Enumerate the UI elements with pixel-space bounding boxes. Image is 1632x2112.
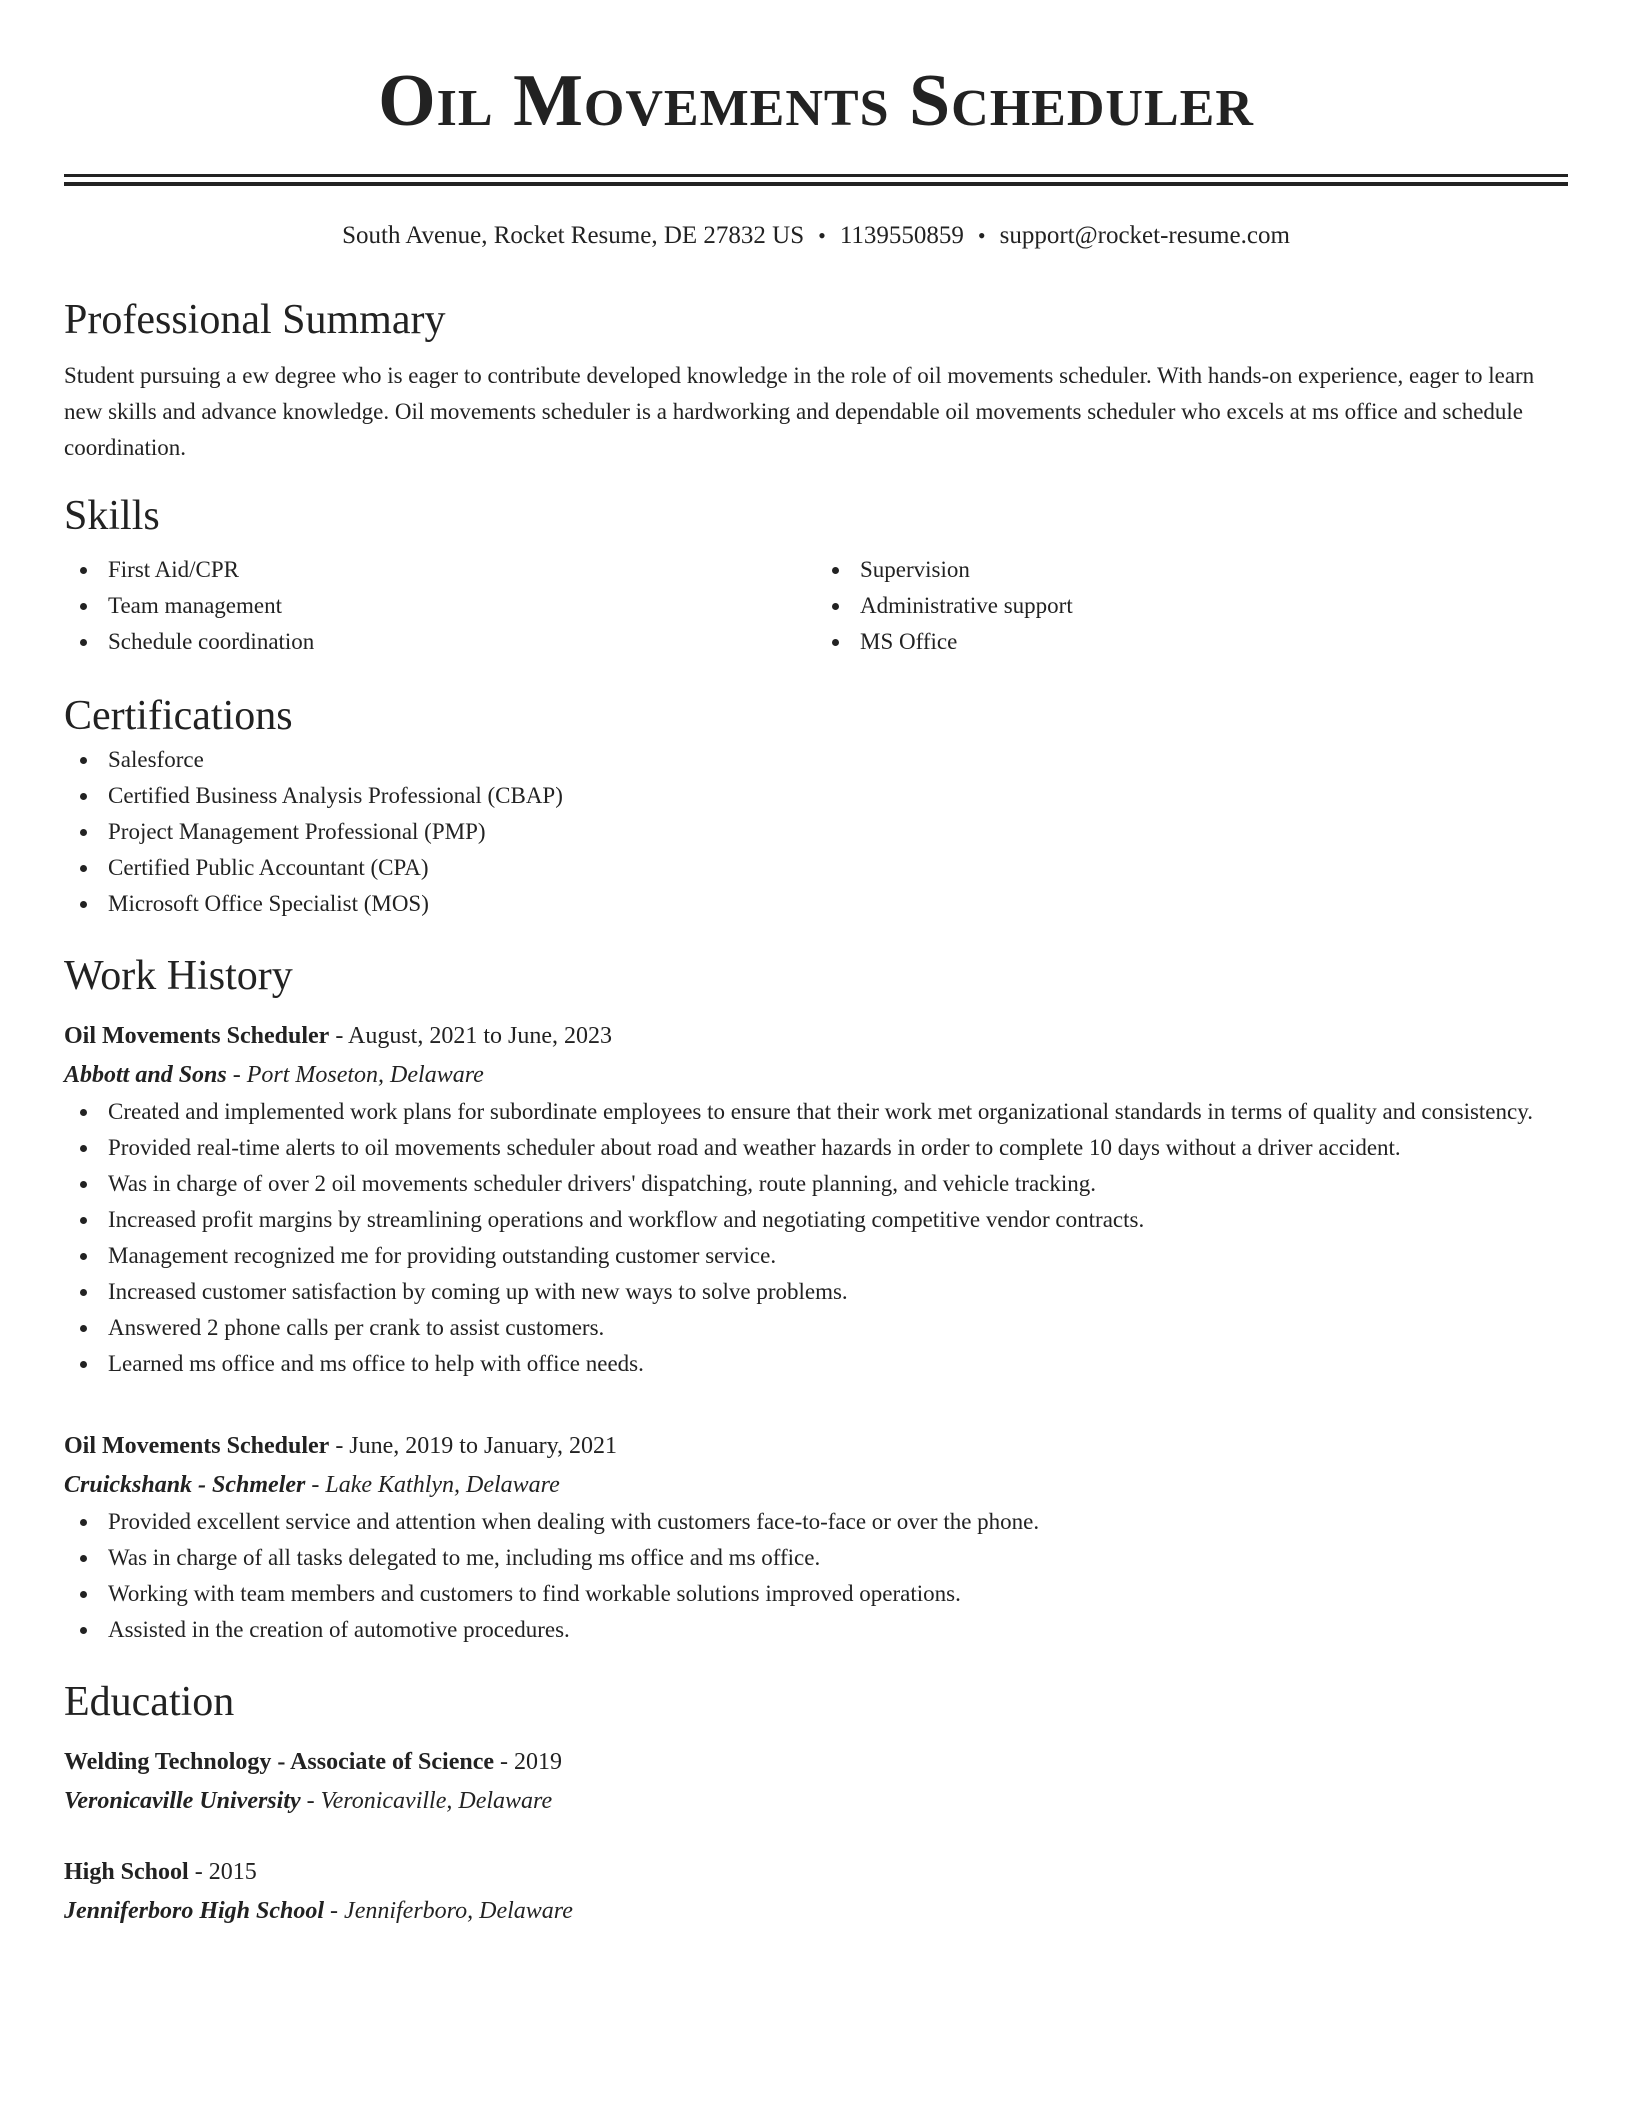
job-role: Oil Movements Scheduler <box>64 1433 330 1459</box>
education-degree-line <box>64 1742 1568 1782</box>
skill-item: Team management <box>64 588 816 624</box>
summary-heading: Professional Summary <box>64 297 446 343</box>
education-heading: Education <box>64 1679 235 1725</box>
job-role: Oil Movements Scheduler <box>64 1023 330 1049</box>
job-duty: Assisted in the creation of automotive procedures. <box>64 1612 1568 1648</box>
job-duty: Learned ms office and ms office to help with office needs. <box>64 1346 1568 1382</box>
job-duty: Management recognized me for providing outstanding customer service. <box>64 1238 1568 1274</box>
skills-heading: Skills <box>64 493 160 539</box>
contact-email: support@rocket-resume.com <box>999 222 1290 249</box>
job-entry <box>64 1426 1568 1648</box>
job-duty: Was in charge of all tasks delegated to me, including ms office and ms office. <box>64 1540 1568 1576</box>
education-location: - Jenniferboro, Delaware <box>324 1898 573 1924</box>
contact-address: South Avenue, Rocket Resume, DE 27832 US <box>342 222 805 249</box>
summary-text: Student pursuing a ew degree who is eager to contribute developed knowledge in the role of oil movements scheduler. With hands-on experience, eager to learn new skills and advance knowledge. Oil movements scheduler is a hardworking and dependable oil movements scheduler who excels at ms office and schedule coordination. <box>64 363 1535 460</box>
job-duty: Provided excellent service and attention when dealing with customers face-to-face or over the phone. <box>64 1504 1568 1540</box>
job-duty: Increased profit margins by streamlining operations and workflow and negotiating competitive vendor contracts. <box>64 1202 1568 1238</box>
skill-item: Schedule coordination <box>64 624 816 660</box>
job-duty: Created and implemented work plans for subordinate employees to ensure that their work met organizational standards in terms of quality and consistency. <box>64 1094 1568 1130</box>
certifications-list <box>64 742 1568 922</box>
contact-separator: • <box>818 223 826 248</box>
job-location: - Port Moseton, Delaware <box>226 1062 484 1088</box>
skill-item: Supervision <box>816 552 1568 588</box>
education-school: Jenniferboro High School <box>64 1898 325 1924</box>
certification-item: Certified Public Accountant (CPA) <box>64 850 1568 886</box>
contact-separator: • <box>977 223 986 248</box>
candidate-name: Oil Movements Scheduler <box>378 60 1254 142</box>
job-duty: Working with team members and customers to find workable solutions improved operations. <box>64 1576 1568 1612</box>
contact-line <box>64 220 1568 252</box>
education-year: - 2015 <box>188 1859 257 1885</box>
job-duty: Answered 2 phone calls per crank to assist customers. <box>64 1310 1568 1346</box>
education-year: - 2019 <box>494 1749 563 1775</box>
job-company-line <box>64 1056 1568 1094</box>
job-entry <box>64 1016 1568 1382</box>
skills-list <box>64 552 1568 660</box>
certifications-heading: Certifications <box>64 693 293 739</box>
education-degree: High School <box>64 1859 189 1885</box>
skill-item: MS Office <box>816 624 1568 660</box>
job-duty: Was in charge of over 2 oil movements scheduler drivers' dispatching, route planning, and vehicle tracking. <box>64 1166 1568 1202</box>
job-company: Cruickshank - Schmeler <box>64 1472 306 1498</box>
education-school-line <box>64 1782 1568 1820</box>
education-degree: Welding Technology - Associate of Science <box>64 1749 495 1775</box>
skills-column-right <box>816 552 1568 660</box>
education-school-line <box>64 1892 1568 1930</box>
skills-column-left <box>64 552 816 660</box>
job-duty: Provided real-time alerts to oil movements scheduler about road and weather hazards in order to complete 10 days without a driver accident. <box>64 1130 1568 1166</box>
job-duties-list <box>64 1094 1568 1382</box>
contact-phone: 1139550859 <box>839 222 964 249</box>
job-title-line <box>64 1426 1568 1466</box>
work-history-heading: Work History <box>64 953 293 999</box>
job-location: - Lake Kathlyn, Delaware <box>305 1472 560 1498</box>
job-duties-list <box>64 1504 1568 1648</box>
header-divider <box>64 174 1568 186</box>
job-company-line <box>64 1466 1568 1504</box>
job-dates: - June, 2019 to January, 2021 <box>329 1433 618 1459</box>
education-entry <box>64 1852 1568 1930</box>
certification-item: Project Management Professional (PMP) <box>64 814 1568 850</box>
certification-item: Microsoft Office Specialist (MOS) <box>64 886 1568 922</box>
certification-item: Salesforce <box>64 742 1568 778</box>
education-location: - Veronicaville, Delaware <box>300 1788 553 1814</box>
education-school: Veronicaville University <box>64 1788 301 1814</box>
job-duty: Increased customer satisfaction by coming up with new ways to solve problems. <box>64 1274 1568 1310</box>
education-entry <box>64 1742 1568 1820</box>
skill-item: Administrative support <box>816 588 1568 624</box>
certification-item: Certified Business Analysis Professional (CBAP) <box>64 778 1568 814</box>
job-title-line <box>64 1016 1568 1056</box>
job-dates: - August, 2021 to June, 2023 <box>329 1023 612 1049</box>
job-company: Abbott and Sons <box>64 1062 227 1088</box>
education-degree-line <box>64 1852 1568 1892</box>
skill-item: First Aid/CPR <box>64 552 816 588</box>
